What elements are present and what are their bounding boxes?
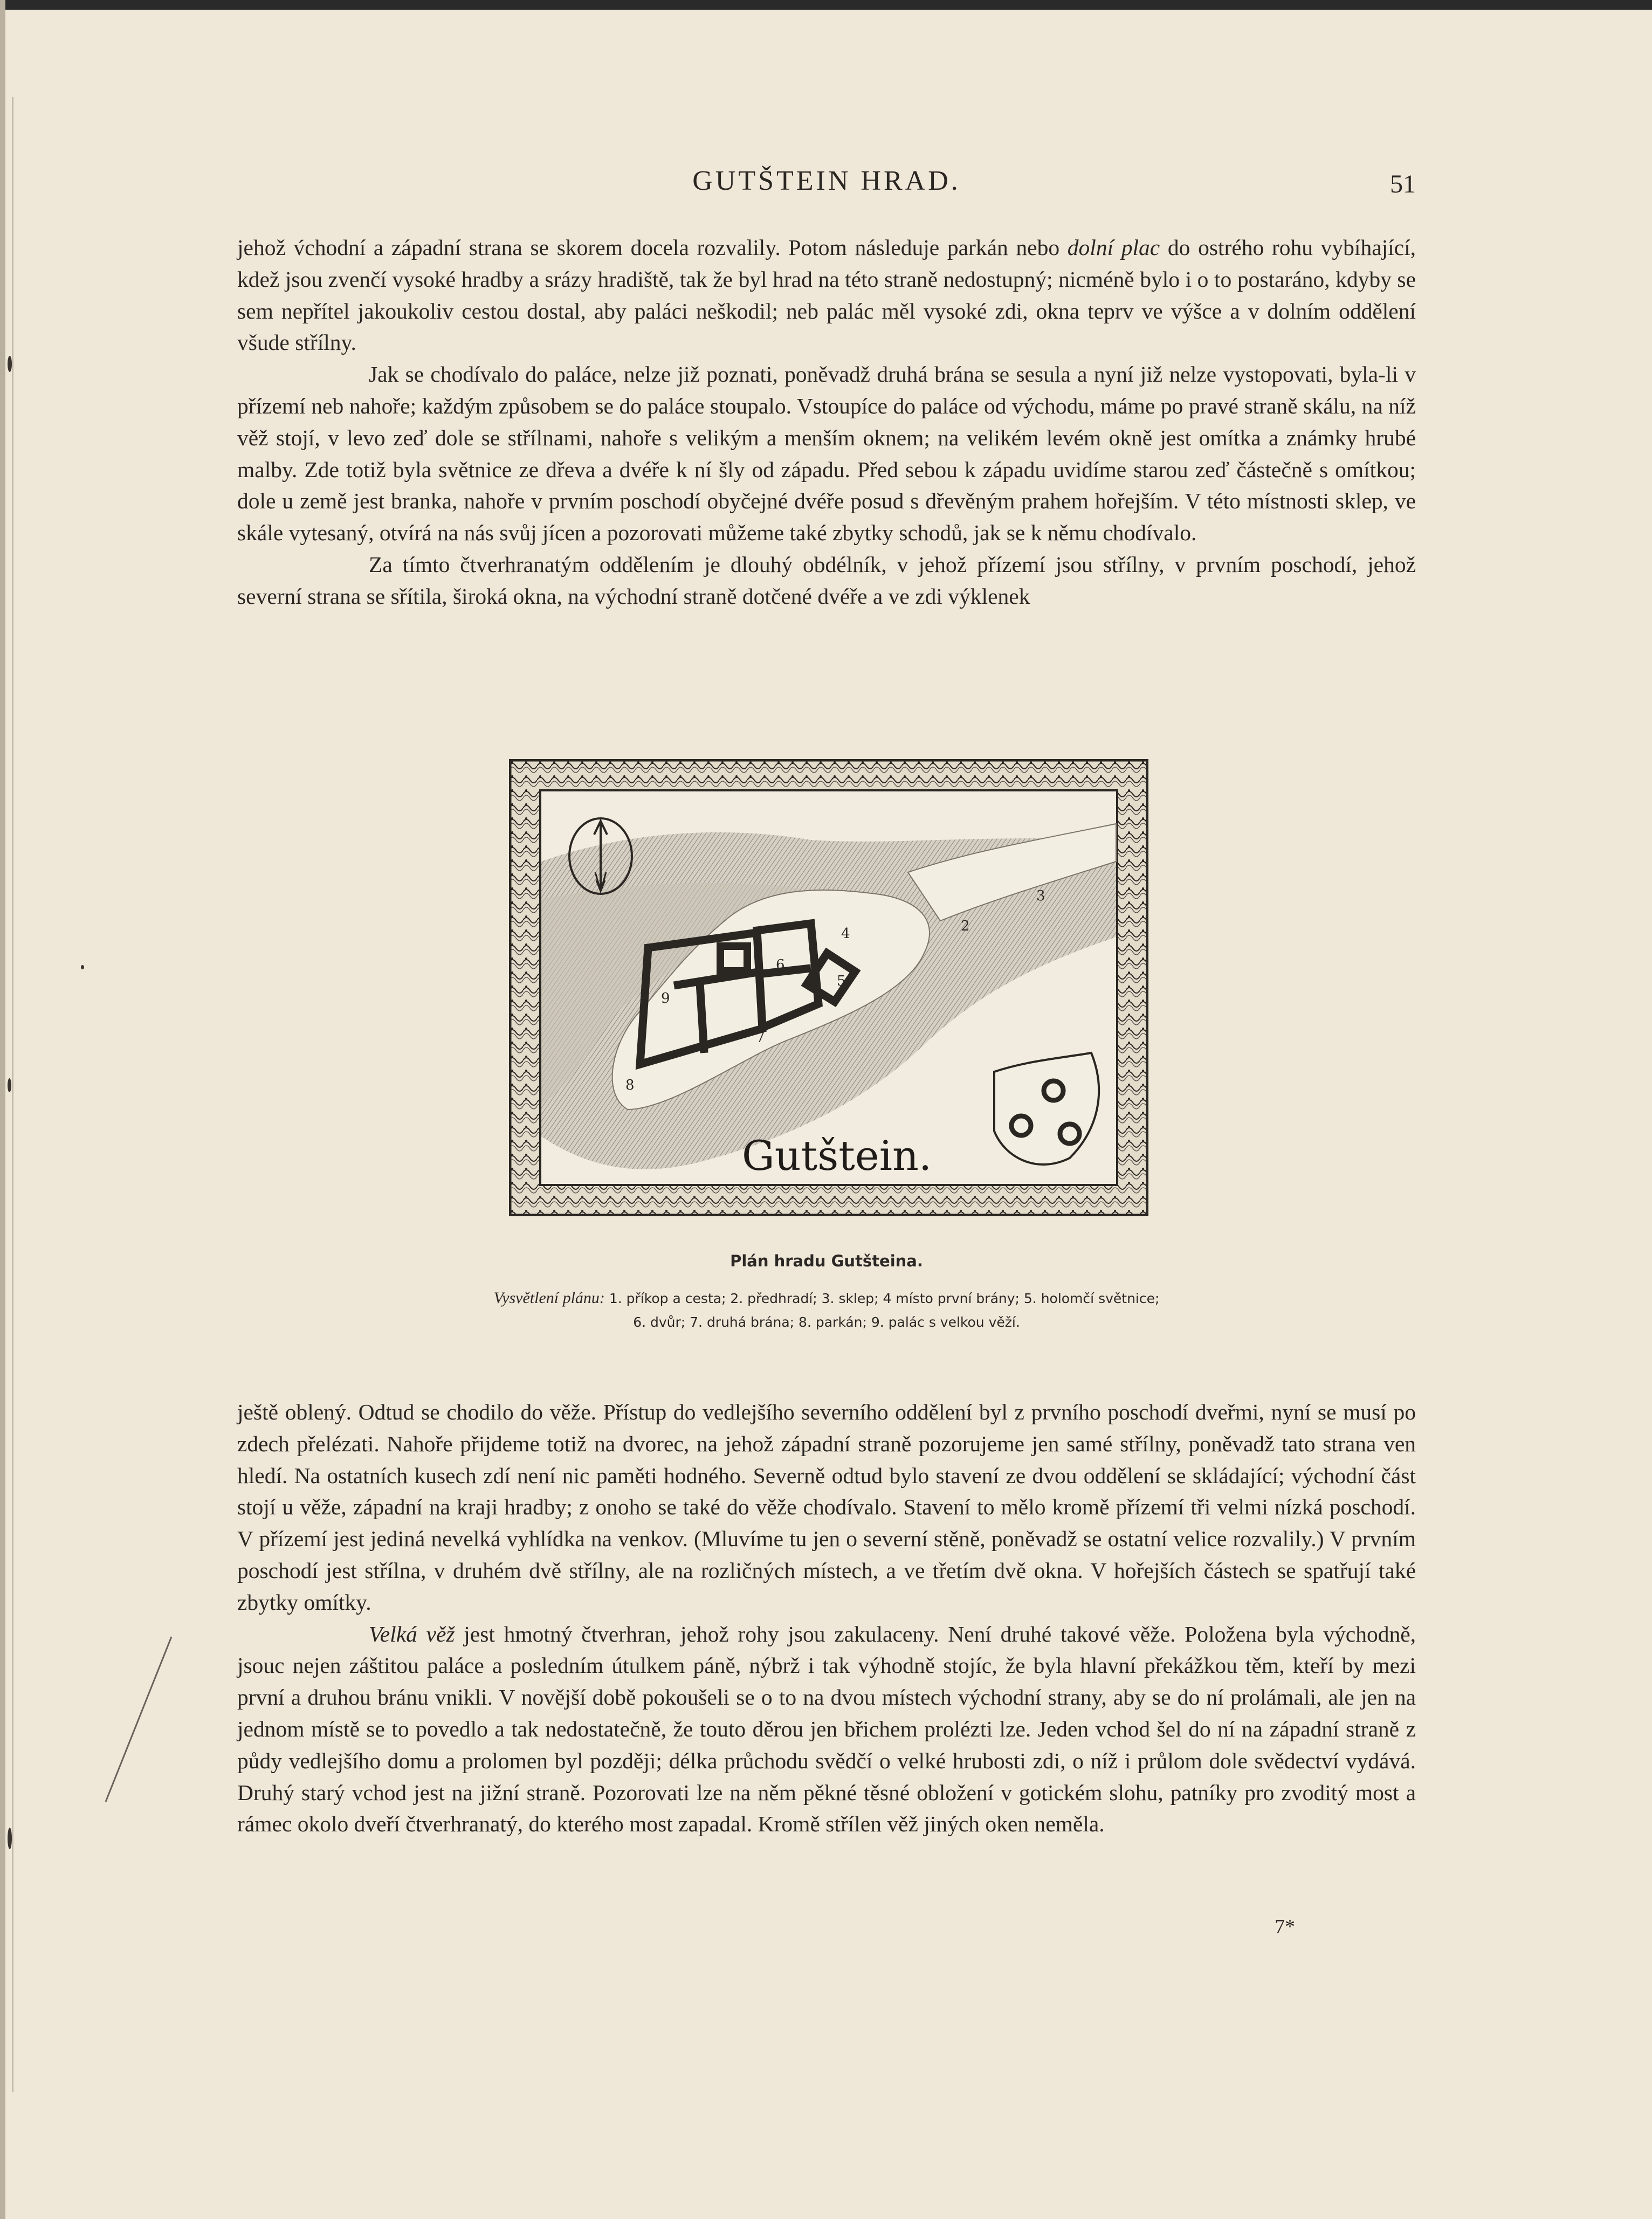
scan-mark: [8, 1828, 12, 1849]
running-title: GUTŠTEIN HRAD.: [692, 166, 961, 196]
paragraph: Velká věž jest hmotný čtverhran, jehož rohy jsou zakulaceny. Není druhé takové věže. Položena byla východně, jsouc nejen záštitou paláce a posledním útulkem páně, nýbrž i tak výhodně stojíc, že byla hlavní překážkou těm, kteří by mezi první a druhou bránu vnikli. V novější době pokoušeli se o to na dvou místech východní strany, aby se do ní prolámali, ale jen na jednom místě se to povedlo a tak nedostatečně, že touto děrou jen břichem prolézti lze. Jeden vchod šel do ní na západní straně z půdy vedlejšího domu a prolomen byl později; délka průchodu svědčí o velké hrubosti zdi, o níž i průlom dole svědectví vydává. Druhý starý vchod jest na jižní straně. Pozorovati lze na něm pěkné těsné obložení v gotickém slohu, patníky pro zvoditý most a rámec okolo dveří čtverhranatý, do kterého most zapadal. Kromě střílen věž jiných oken neměla.: [237, 1621, 1416, 1837]
page-header: [237, 162, 1416, 205]
plan-number: 4: [841, 926, 850, 942]
plan-number: 9: [661, 990, 670, 1007]
caption-line: Vysvětlení plánu: 1. příkop a cesta; 2. předhradí; 3. sklep; 4 místo první brány; 5. holomčí světnice;: [493, 1289, 1160, 1307]
paragraph: ještě oblený. Odtud se chodilo do věže. Přístup do vedlejšího severního oddělení byl z prvního poschodí dveřmi, nyní se musí po zdech přelézati. Nahoře přijdeme totiž na dvorec, na jehož západní straně pozorujeme jen samé střílny, poněvadž tato strana ven hledí. Na ostatních kusech zdí není nic paměti hodného. Severně odtud bylo stavení ze dvou oddělení se skládající; východní část stojí u věže, západní na kraji hradby; z onoho se také do věže chodívalo. Stavení to mělo kromě přízemí tři velmi nízká poschodí. V přízemí jest jediná nevelká vyhlídka na venkov. (Mluvíme tu jen o severní stěně, poněvadž se ostatní velice rozvalily.) V prvním poschodí jest střílna, v druhém dvě střílny, ale na rozličných místech, a ve třetím dvě okna. V hořejších částech se spatřují také zbytky omítky.: [237, 1400, 1416, 1615]
scan-left-edge: [0, 0, 5, 2219]
body-text-top: [237, 232, 1416, 612]
scan-mark: [8, 356, 12, 372]
emphasis: dolní plac: [1067, 235, 1160, 260]
castle-plan-illustration: [509, 759, 1148, 1216]
plan-number: 7: [756, 1030, 765, 1046]
paragraph: Za tímto čtverhranatým oddělením je dlouhý obdélník, v jehož přízemí jsou střílny, v prvním poschodí, jehož severní strana se sřítila, široká okna, na východní straně dotčené dvéře a ve zdi výklenek: [237, 552, 1416, 609]
body-text-bottom: [237, 1396, 1416, 1840]
binding-shadow: [12, 97, 13, 2092]
plan-number: 3: [1036, 888, 1045, 904]
figure-caption-title: Plán hradu Gutšteina.: [730, 1252, 923, 1270]
plan-number: 8: [625, 1077, 635, 1093]
caption-label: Vysvětlení plánu:: [493, 1289, 605, 1307]
castle-plan-figure: [509, 759, 1148, 1216]
map-title: Gutštein.: [742, 1132, 932, 1180]
caption-line: 6. dvůr; 7. druhá brána; 8. parkán; 9. palác s velkou věží.: [633, 1314, 1020, 1330]
paragraph: Jak se chodívalo do paláce, nelze již poznati, poněvadž druhá brána se sesula a nyní již nelze vystopovati, byla-li v přízemí neb nahoře; každým způsobem se do paláce stoupalo. Vstoupíce do paláce od východu, máme po pravé straně skálu, na níž věž stojí, v levo zeď dole se střílnami, nahoře s velikým a menším oknem; na velikém levém okně jest omítka a známky hrubé malby. Zde totiž byla světnice ze dřeva a dvéře k ní šly od západu. Před sebou k západu uvidíme starou zeď částečně s omítkou; dole u země jest branka, nahoře v prvním poschodí obyčejné dvéře posud s dřevěným prahem hořejším. V této místnosti sklep, ve skále vytesaný, otvírá na nás svůj jícen a pozorovati můžeme také zbytky schodů, jak se k němu chodívalo.: [237, 362, 1416, 546]
scan-mark: [8, 1078, 11, 1092]
plan-number: 6: [776, 957, 785, 973]
pencil-mark: [101, 1634, 177, 1806]
page-number: 51: [1390, 170, 1416, 198]
plan-number: 5: [837, 973, 846, 989]
emphasis: Velká věž: [369, 1621, 455, 1646]
plan-number: 2: [961, 918, 970, 934]
paragraph: jehož v́chodní a západní strana se skorem docela rozvalily. Potom následuje parkán nebo dolní plac do ostrého rohu vybíhající, kdež jsou zvenčí vysoké hradby a srázy hradiště, tak že byl hrad na této straně nedostupný; nicméně bylo i o to postaráno, kdyby se sem nepřítel jakoukoliv cestou dostal, aby paláci neškodil; neb palác měl vysoké zdi, okna teprv ve výšce a v dolním oddělení všude střílny.: [237, 235, 1416, 355]
signature-mark: 7*: [1275, 1915, 1295, 1938]
scan-mark: [81, 965, 84, 969]
figure-caption-legend: [237, 1286, 1416, 1334]
scan-top-edge: [0, 0, 1652, 10]
